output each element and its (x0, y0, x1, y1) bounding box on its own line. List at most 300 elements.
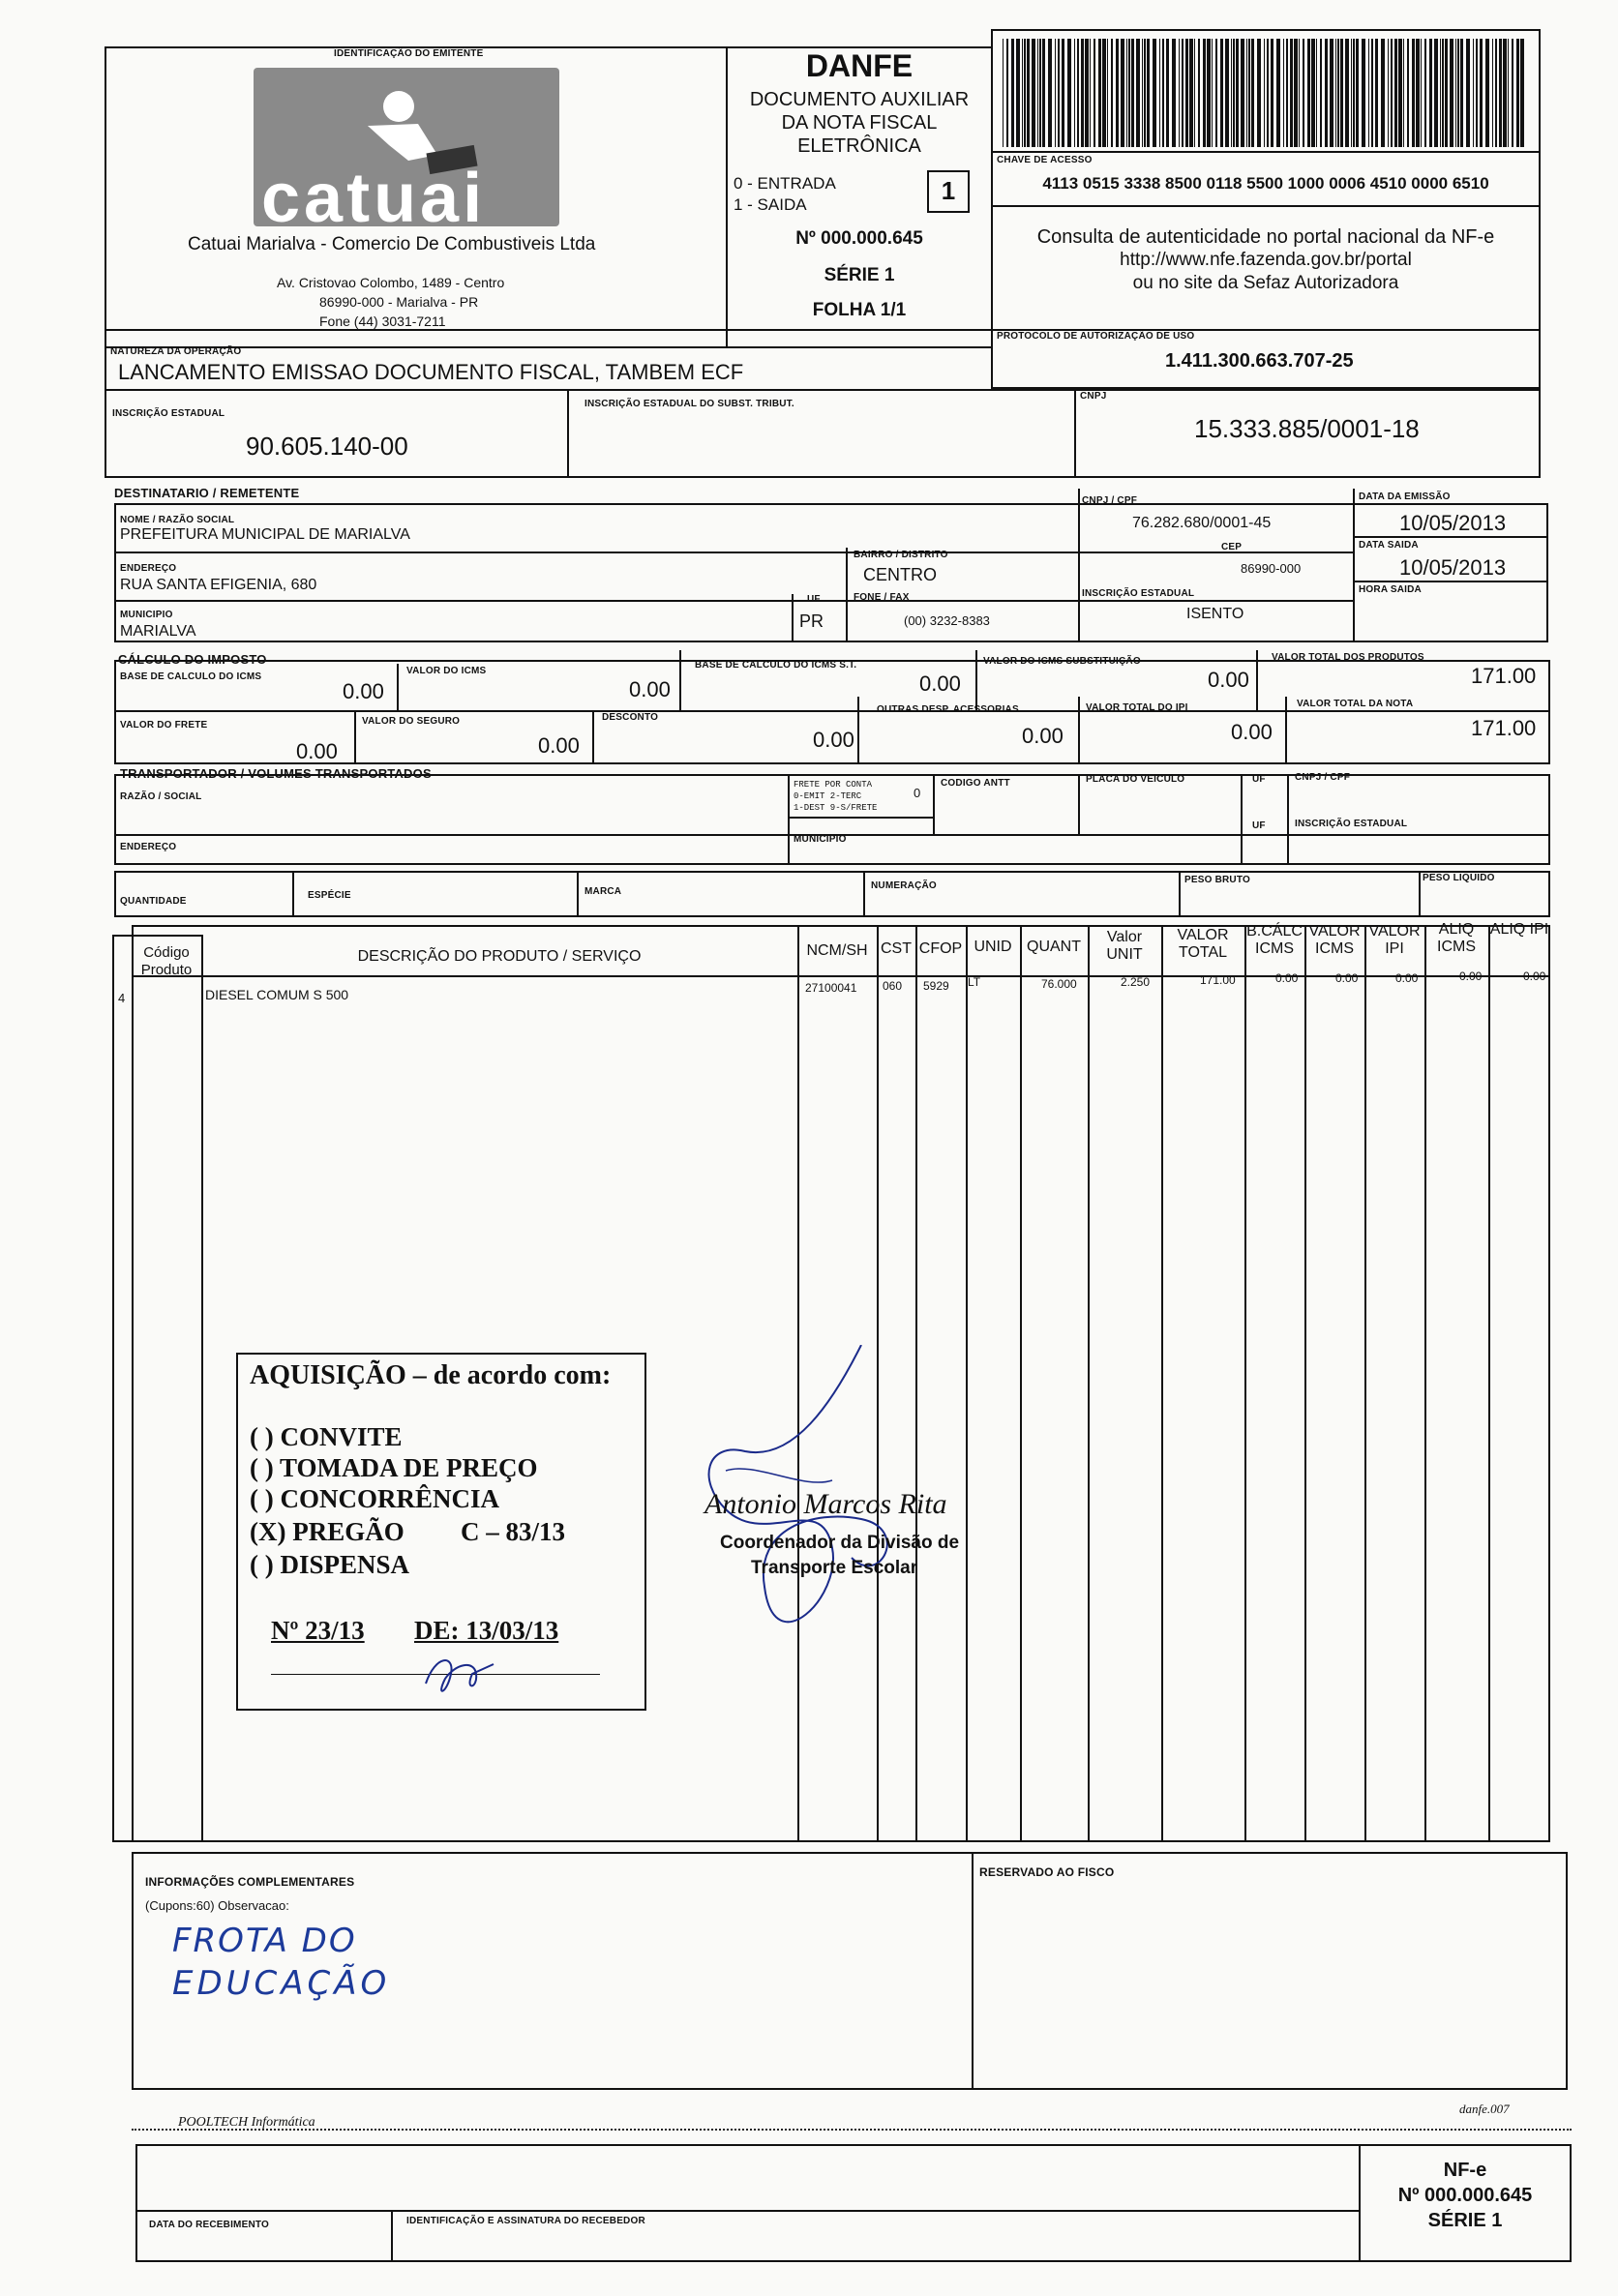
barcode-bar (1212, 39, 1213, 147)
header-ncm: NCM/SH (806, 942, 868, 959)
barcode-bar (1351, 39, 1352, 147)
barcode-bar (1391, 39, 1393, 147)
barcode-bar (1077, 39, 1079, 147)
barcode-bar (1074, 39, 1075, 147)
barcode-bar (1450, 39, 1453, 147)
barcode-bar (1271, 39, 1273, 147)
line (1419, 871, 1421, 917)
barcode-bar (1407, 39, 1409, 147)
line (863, 871, 865, 917)
danfe-sheet: FOLHA 1/1 (812, 300, 907, 320)
danfe-entrada: 0 - ENTRADA (734, 174, 836, 193)
consult-line-2: http://www.nfe.fazenda.gov.br/portal (1120, 250, 1412, 270)
products-total-value: 171.00 (1471, 664, 1537, 688)
barcode-bar (1185, 39, 1188, 147)
danfe-saida: 1 - SAIDA (734, 195, 807, 214)
products-total-label: VALOR TOTAL DOS PRODUTOS (1272, 652, 1424, 663)
barcode-bar (1330, 39, 1333, 147)
barcode-bar (1276, 39, 1280, 147)
barcode-bar (1424, 39, 1426, 147)
invoice-total-value: 171.00 (1471, 716, 1537, 740)
barcode-bar (1179, 39, 1180, 147)
stamp-number: Nº 23/13 (271, 1616, 365, 1645)
line (567, 389, 569, 478)
exit-date-label: DATA SAIDA (1359, 540, 1419, 551)
numbering-label: NUMERAÇÃO (871, 880, 937, 891)
barcode-bar (1356, 39, 1359, 147)
barcode-bar (1042, 39, 1045, 147)
line (972, 1852, 974, 2090)
line (1074, 389, 1076, 478)
emitter-section-label: IDENTIFICAÇÃO DO EMITENTE (334, 48, 484, 59)
barcode-bar (1442, 39, 1444, 147)
stub-series: SÉRIE 1 (1427, 2210, 1503, 2231)
line (857, 697, 859, 764)
freight-payer-value: 0 (914, 786, 921, 800)
barcode-bar (1368, 39, 1369, 147)
recipient-ie-label: INSCRIÇÃO ESTADUAL (1082, 588, 1195, 599)
access-key-label: CHAVE DE ACESSO (997, 155, 1093, 165)
initials-scribble (416, 1645, 503, 1703)
gross-weight-label: PESO BRUTO (1184, 875, 1250, 885)
barcode-bar (1090, 39, 1091, 147)
barcode-bar (1153, 39, 1156, 147)
exit-date: 10/05/2013 (1399, 555, 1507, 580)
barcode-bar (1116, 39, 1119, 147)
stub-nfe: NF-e (1443, 2160, 1487, 2181)
barcode-bar (1457, 39, 1459, 147)
emitter-phone: Fone (44) 3031-7211 (319, 313, 446, 329)
cut-line (132, 2129, 1572, 2131)
header-description: DESCRIÇÃO DO PRODUTO / SERVIÇO (357, 948, 642, 965)
ie-label: INSCRIÇÃO ESTADUAL (112, 408, 225, 419)
barcode-bar (1303, 39, 1304, 147)
barcode-bar (1516, 39, 1519, 147)
barcode-bar (1121, 39, 1124, 147)
stamp-option-pregao: (X) PREGÃO (250, 1517, 404, 1546)
barcode-bar (1147, 39, 1150, 147)
barcode-bar (1403, 39, 1404, 147)
software-credit: POOLTECH Informática (178, 2115, 315, 2130)
access-key: 4113 0515 3338 8500 0118 5500 1000 0006 4510 0000 6510 (1042, 174, 1489, 193)
cell-bc-icms: 0.00 (1275, 971, 1299, 985)
district-value: CENTRO (863, 565, 937, 584)
emission-date: 10/05/2013 (1399, 511, 1507, 535)
barcode-bar (1311, 39, 1315, 147)
line (391, 2210, 393, 2262)
line (135, 2210, 1359, 2212)
barcode-bar (1039, 39, 1041, 147)
barcode-bar (1460, 39, 1463, 147)
barcode-bar (1131, 39, 1134, 147)
header-code: Código Produto (140, 944, 193, 978)
line (292, 871, 294, 917)
city-value: MARIALVA (120, 623, 196, 640)
ie-value: 90.605.140-00 (246, 432, 408, 461)
ipi-label: VALOR TOTAL DO IPI (1086, 702, 1188, 713)
danfe-title: DANFE (805, 48, 914, 83)
barcode-bar (1412, 39, 1415, 147)
signer-role-2: Transporte Escolar (751, 1558, 918, 1578)
table-column-divider (1488, 925, 1490, 1842)
table-column-divider (1424, 925, 1426, 1842)
barcode-bar (1267, 39, 1269, 147)
line (788, 817, 933, 819)
barcode-bar (1394, 39, 1397, 147)
barcode-bar (1398, 39, 1402, 147)
stamp-option-convite: ( ) CONVITE (250, 1422, 403, 1451)
table-column-divider (1364, 925, 1366, 1842)
barcode-bar (1251, 39, 1254, 147)
handwritten-note-2: EDUCAÇÃO (172, 1964, 391, 2003)
barcode-bar (1388, 39, 1389, 147)
line (1241, 774, 1243, 865)
header-unit: UNID (974, 939, 1012, 955)
freight-label: VALOR DO FRETE (120, 720, 208, 731)
cell-description: DIESEL COMUM S 500 (205, 987, 349, 1002)
antt-label: CODIGO ANTT (941, 778, 1010, 789)
invoice-total-label: VALOR TOTAL DA NOTA (1297, 699, 1414, 709)
barcode-bar (1225, 39, 1229, 147)
plate-label: PLACA DO VEICULO (1086, 774, 1185, 785)
barcode-bar (1485, 39, 1489, 147)
cell-aliq-icms: 0.00 (1459, 969, 1483, 983)
exit-time-label: HORA SAIDA (1359, 584, 1422, 595)
barcode-bar (1429, 39, 1432, 147)
barcode-bar (1231, 39, 1232, 147)
barcode-bar (1162, 39, 1164, 147)
emitter-cep-city: 86990-000 - Marialva - PR (319, 294, 479, 310)
ie-subst-label: INSCRIÇÃO ESTADUAL DO SUBST. TRIBUT. (584, 399, 794, 409)
line (679, 650, 681, 710)
base-st-value: 0.00 (919, 671, 961, 696)
line (354, 710, 356, 764)
ipi-value: 0.00 (1231, 720, 1273, 744)
barcode-bar (1203, 39, 1206, 147)
barcode-bar (1111, 39, 1113, 147)
barcode-bar (1241, 39, 1244, 147)
consult-line-1: Consulta de autenticidade no portal nacional da NF-e (1036, 226, 1495, 248)
carrier-ie-label: INSCRIÇÃO ESTADUAL (1295, 819, 1408, 829)
header-unit-value: Valor UNIT (1106, 929, 1143, 963)
icms-value: 0.00 (629, 677, 671, 701)
stamp-pregao-ref: C – 83/13 (461, 1517, 565, 1546)
barcode-bar (1520, 39, 1524, 147)
barcode-bar (1172, 39, 1176, 147)
net-weight-label: PESO LIQUIDO (1423, 873, 1495, 883)
barcode-bar (1375, 39, 1378, 147)
barcode-bar (1128, 39, 1130, 147)
recipient-cnpj: 76.282.680/0001-45 (1132, 515, 1272, 531)
barcode-bar (1011, 39, 1014, 147)
barcode-bar (1325, 39, 1328, 147)
barcode-bar (1136, 39, 1140, 147)
emitter-name: Catuai Marialva - Comercio De Combustiveis Ltda (188, 234, 596, 254)
barcode-bar (1434, 39, 1438, 147)
line (592, 710, 594, 764)
barcode-bar (1159, 39, 1160, 147)
barcode-bar (1236, 39, 1239, 147)
barcode-bar (1503, 39, 1507, 147)
freight-value: 0.00 (296, 739, 338, 763)
danfe-type-code: 1 (941, 176, 956, 205)
line (975, 650, 977, 710)
barcode-bar (1264, 39, 1265, 147)
line (1078, 697, 1080, 764)
cep-label: CEP (1221, 542, 1243, 552)
line (1285, 697, 1287, 764)
danfe-number: Nº 000.000.645 (795, 228, 923, 249)
cnpj-label: CNPJ (1080, 391, 1107, 402)
barcode-bar (1055, 39, 1056, 147)
barcode-bar (1316, 39, 1317, 147)
recipient-cnpj-label: CNPJ / CPF (1082, 495, 1138, 506)
signer-role-1: Coordenador da Divisão de (720, 1533, 960, 1553)
barcode-bar (1294, 39, 1298, 147)
carrier-city-label: MUNICIPIO (794, 834, 847, 845)
recipient-section-label: DESTINATARIO / REMETENTE (114, 486, 300, 500)
nature-value: LANCAMENTO EMISSAO DOCUMENTO FISCAL, TAMBEM ECF (118, 360, 744, 384)
logo-text: catuai (261, 160, 487, 237)
barcode-bar (1032, 39, 1035, 147)
freight-payer-1: FRETE POR CONTA (794, 780, 873, 790)
barcode-bar (1495, 39, 1497, 147)
danfe-subtitle-1: DOCUMENTO AUXILIAR (749, 89, 970, 110)
city-label: MUNICIPIO (120, 610, 173, 620)
line (991, 151, 1541, 153)
line (397, 664, 399, 710)
barcode-bar (1455, 39, 1456, 147)
receipt-date-label: DATA DO RECEBIMENTO (149, 2220, 269, 2230)
nature-label: NATUREZA DA OPERAÇÃO (110, 346, 242, 357)
barcode-bar (1421, 39, 1422, 147)
cell-code: 4 (118, 991, 126, 1005)
danfe-subtitle-3: ELETRÔNICA (797, 135, 921, 157)
barcode-bar (1085, 39, 1089, 147)
barcode-bar (1048, 39, 1052, 147)
barcode-bar (1466, 39, 1470, 147)
header-quantity: QUANT (1027, 939, 1081, 955)
header-bc-icms: B.CÁLC ICMS (1246, 923, 1303, 957)
carrier-name-label: RAZÃO / SOCIAL (120, 791, 202, 802)
handwritten-note-1: FROTA DO (172, 1922, 357, 1960)
barcode-bar (1003, 39, 1004, 147)
freight-payer-2: 0-EMIT 2-TERC (794, 791, 862, 801)
protocol-label: PROTOCOLO DE AUTORIZAÇÃO DE USO (997, 331, 1195, 342)
line (1078, 774, 1080, 834)
line (1353, 536, 1548, 538)
line (1353, 581, 1548, 582)
barcode-bar (1440, 39, 1441, 147)
line (1256, 650, 1258, 710)
barcode-bar (1335, 39, 1336, 147)
header-total-value: VALOR TOTAL (1177, 927, 1229, 961)
recipient-box (114, 503, 1548, 642)
icms-st-value: 0.00 (1208, 668, 1249, 692)
barcode-bar (1512, 39, 1513, 147)
barcode-bar (1248, 39, 1250, 147)
signer-name: Antonio Marcos Rita (704, 1488, 947, 1520)
phone-value: (00) 3232-8383 (904, 613, 990, 628)
barcode-bar (1499, 39, 1502, 147)
barcode-bar (1098, 39, 1101, 147)
cell-cfop: 5929 (923, 979, 949, 993)
additional-info-label: INFORMAÇÕES COMPLEMENTARES (145, 1875, 355, 1889)
barcode-bar (1220, 39, 1223, 147)
cell-ncm: 27100041 (805, 981, 857, 995)
barcode-bar (1022, 39, 1023, 147)
cell-total-value: 171.00 (1200, 973, 1236, 987)
header-aliq-icms: ALIQ ICMS (1437, 921, 1476, 955)
carrier-address-label: ENDEREÇO (120, 842, 177, 852)
tax-section-label: CÁLCULO DO IMPOSTO (118, 652, 267, 667)
barcode-bar (1102, 39, 1106, 147)
base-icms-value: 0.00 (343, 679, 384, 703)
transport-section-label: TRANSPORTADOR / VOLUMES TRANSPORTADOS (120, 766, 432, 781)
barcode-bar (1067, 39, 1071, 147)
line (1179, 871, 1181, 917)
cell-unit: LT (968, 975, 981, 989)
barcode-bar (1480, 39, 1483, 147)
stamp-option-dispensa: ( ) DISPENSA (250, 1550, 410, 1579)
table-column-divider (1088, 925, 1090, 1842)
line (933, 774, 935, 834)
header-cfop: CFOP (918, 940, 963, 957)
cnpj-value: 15.333.885/0001-18 (1194, 414, 1420, 443)
other-expenses-label: OUTRAS DESP. ACESSORIAS (877, 704, 1019, 715)
barcode-bar (1081, 39, 1084, 147)
barcode-bar (1416, 39, 1420, 147)
phone-label: FONE / FAX (854, 592, 910, 603)
species-label: ESPÉCIE (308, 890, 351, 901)
barcode-bar (1353, 39, 1355, 147)
cep-value: 86990-000 (1241, 561, 1302, 576)
icms-st-label: VALOR DO ICMS SUBSTITUIÇÃO (983, 656, 1141, 667)
line (577, 871, 579, 917)
barcode-bar (1233, 39, 1235, 147)
barcode-bar (1362, 39, 1365, 147)
barcode-bar (1445, 39, 1448, 147)
brand-label: MARCA (584, 886, 622, 897)
cell-quantity: 76.000 (1041, 977, 1077, 991)
other-expenses-value: 0.00 (1022, 724, 1064, 748)
barcode-bar (1320, 39, 1322, 147)
carrier-cnpj-label: CNPJ / CPF (1295, 772, 1351, 783)
base-st-label: BASE DE CALCULO DO ICMS S.T. (695, 660, 857, 671)
line (1287, 774, 1289, 865)
barcode-bar (1215, 39, 1217, 147)
danfe-subtitle-2: DA NOTA FISCAL (781, 112, 938, 134)
discount-label: DESCONTO (602, 712, 659, 723)
barcode-bar (1286, 39, 1288, 147)
line (114, 552, 1353, 553)
barcode-bar (1144, 39, 1146, 147)
barcode-bar (1016, 39, 1020, 147)
freight-payer-3: 1-DEST 9-S/FRETE (794, 803, 878, 813)
logo (254, 68, 559, 237)
address-value: RUA SANTA EFIGENIA, 680 (120, 577, 317, 593)
barcode-bar (1473, 39, 1474, 147)
table-column-divider (1304, 925, 1306, 1842)
barcode-bar (1246, 39, 1247, 147)
barcode-bar (1307, 39, 1310, 147)
barcode-bar (1142, 39, 1143, 147)
insurance-label: VALOR DO SEGURO (362, 716, 461, 727)
address-label: ENDEREÇO (120, 563, 177, 574)
cell-aliq-ipi: 0.00 (1523, 969, 1546, 983)
line (846, 548, 848, 642)
carrier-uf2-label: UF (1252, 820, 1266, 831)
barcode-bar (1340, 39, 1343, 147)
barcode-bar (1476, 39, 1478, 147)
barcode-bar (1006, 39, 1008, 147)
cell-unit-value: 2.250 (1121, 975, 1151, 989)
cell-cst: 060 (883, 979, 903, 993)
barcode-bar (1024, 39, 1026, 147)
header-icms-value: VALOR ICMS (1308, 923, 1361, 957)
consult-line-3: ou no site da Sefaz Autorizadora (1132, 273, 1399, 293)
danfe-series: SÉRIE 1 (824, 265, 895, 285)
stub-number: Nº 000.000.645 (1397, 2185, 1533, 2206)
form-code: danfe.007 (1459, 2102, 1510, 2116)
barcode-bar (1345, 39, 1349, 147)
cell-icms-value: 0.00 (1335, 971, 1359, 985)
base-icms-label: BASE DE CALCULO DO ICMS (120, 671, 262, 682)
barcode-bar (1492, 39, 1493, 147)
barcode-bar (1381, 39, 1385, 147)
barcode-bar (1166, 39, 1169, 147)
recipient-name-label: NOME / RAZÃO SOCIAL (120, 515, 235, 525)
receipt-signature-label: IDENTIFICAÇÃO E ASSINATURA DO RECEBEDOR (406, 2216, 645, 2226)
barcode-bar (1058, 39, 1060, 147)
recipient-name: PREFEITURA MUNICIPAL DE MARIALVA (120, 526, 410, 543)
carrier-uf-label: UF (1252, 774, 1266, 785)
cell-ipi-value: 0.00 (1395, 971, 1419, 985)
stamp-date: DE: 13/03/13 (414, 1616, 559, 1645)
barcode-bar (1182, 39, 1184, 147)
quantity-label: QUANTIDADE (120, 896, 187, 907)
line (1353, 489, 1355, 642)
reserved-label: RESERVADO AO FISCO (979, 1865, 1115, 1879)
uf-label: UF (807, 594, 821, 605)
uf-value: PR (799, 611, 824, 631)
emission-date-label: DATA DA EMISSÃO (1359, 492, 1451, 502)
barcode-bar (1107, 39, 1108, 147)
barcode-bar (1027, 39, 1030, 147)
header-cst: CST (881, 940, 912, 957)
barcode-bar (1371, 39, 1373, 147)
barcode-bar (1299, 39, 1300, 147)
barcode (1003, 39, 1525, 153)
header-aliq-ipi: ALIQ IPI (1489, 921, 1549, 938)
table-column-divider (1161, 925, 1163, 1842)
barcode-bar (1257, 39, 1261, 147)
line (792, 594, 794, 642)
barcode-bar (1189, 39, 1193, 147)
barcode-bar (1126, 39, 1127, 147)
header-ipi-value: VALOR IPI (1368, 923, 1421, 957)
line (788, 774, 790, 865)
barcode-bar (1337, 39, 1339, 147)
insurance-value: 0.00 (538, 733, 580, 758)
emitter-address: Av. Cristovao Colombo, 1489 - Centro (277, 275, 505, 290)
barcode-bar (1198, 39, 1200, 147)
line (114, 600, 1353, 602)
icms-label: VALOR DO ICMS (406, 666, 487, 676)
table-column-divider (1020, 925, 1022, 1842)
discount-value: 0.00 (813, 728, 854, 752)
stamp-option-tomada: ( ) TOMADA DE PREÇO (250, 1453, 538, 1482)
